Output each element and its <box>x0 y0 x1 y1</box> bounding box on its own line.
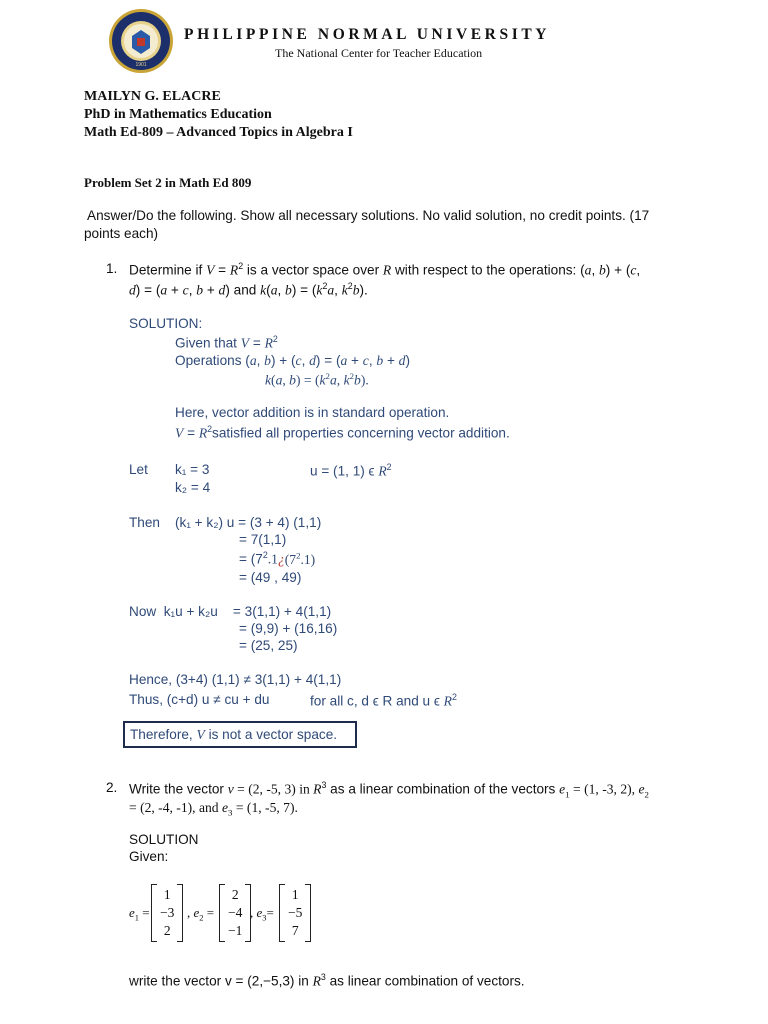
q1-given-prefix: Given that <box>175 335 241 351</box>
question-1-line-2: d) = (a + c, b + d) and k(a, $b) = (k^2a$, $k^2b$). <box>129 281 368 298</box>
q2-write-b: as linear combination of vectors. <box>325 973 525 989</box>
q2-write-line: write the vector v = (2,−5,3) in $R^3$ as linear combination of vectors. <box>129 972 525 989</box>
svg-text:1901: 1901 <box>135 62 147 68</box>
q2-text-c: as a linear combination of the vectors <box>326 781 560 797</box>
e1-entry: 1 <box>163 887 171 902</box>
q1-operations-label: Operations <box>175 353 246 368</box>
q1-then-line-2: = 7(1,1) <box>239 532 287 547</box>
q1-let-label: Let <box>129 462 148 477</box>
course-title: Math Ed-809 – Advanced Topics in Algebra I <box>84 125 353 140</box>
q1-forall: for all c, d ϵ R and u ϵ $R^2$ <box>310 692 457 709</box>
university-subtitle: The National Center for Teacher Education <box>275 46 483 60</box>
instructions-line-2: points each) <box>84 226 159 241</box>
q1-satisfied-text: satisfied all properties concerning vector addition. <box>212 425 510 441</box>
author-name: MAILYN G. ELACRE <box>84 89 221 104</box>
q2-text-f: = (1, -5, 7). <box>232 800 298 815</box>
e3-label: , $e_3=$ <box>250 905 274 923</box>
q1-operations-line-1: Operations (a, b) + (c, d) = (a + c, b + d) <box>175 353 410 368</box>
e3-entry: −5 <box>288 905 303 920</box>
author-program: PhD in Mathematics Education <box>84 107 272 122</box>
q1-k1: k₁ = 3 <box>175 462 210 477</box>
e1-entry: −3 <box>160 905 175 920</box>
q2-write-a: write the vector v = (2,−5,3) in <box>129 973 313 989</box>
q2-text-d: = (1, -3, 2), <box>569 781 639 797</box>
problem-set-title: Problem Set 2 in Math Ed 809 <box>84 175 252 190</box>
q1-conclusion: Therefore, V is not a vector space. <box>130 727 338 742</box>
q1-then-line-1: (k₁ + k₂) u = (3 + 4) (1,1) <box>175 515 322 530</box>
e2-matrix <box>219 884 251 942</box>
q1-conclusion-pre: Therefore, <box>130 727 197 742</box>
q1-forall-text: for all c, d ϵ R and u ϵ <box>310 693 444 709</box>
university-seal-logo <box>108 8 174 74</box>
e2-label: , $e_2$ = <box>187 905 215 923</box>
q1-u-vector: u = (1, 1) ϵ $R^2$ <box>310 462 392 479</box>
q2-text-e: = (2, -4, -1), and <box>129 800 222 815</box>
q1-now-line-2: = (9,9) + (16,16) <box>239 621 338 636</box>
q1-now-line-3: = (25, 25) <box>239 638 298 653</box>
e3-entry: 1 <box>291 887 299 902</box>
e2-entry: −4 <box>228 905 243 920</box>
e2-entry: −1 <box>228 923 243 938</box>
q2-text-b: = (2, -5, 3) in <box>233 781 314 797</box>
e3-matrix <box>279 884 311 942</box>
q1-now-line-1: Now k₁u + k₂u = 3(1,1) + 4(1,1) <box>129 604 332 619</box>
question-2-line-1: Write the vector v = (2, -5, 3) in $R^3$ as a linear combination of the vectors $e_1 = (1$, -3, 2), $e_2$ <box>129 780 649 800</box>
e1-matrix <box>151 884 183 942</box>
e3-entry: 7 <box>291 923 299 938</box>
instructions-line-1: Answer/Do the following. Show all necessary solutions. No valid solution, no credit points. (17 <box>84 208 650 223</box>
q1-satisfied-note: $V = R^2satisfied$ all properties concerning vector addition. <box>175 424 510 441</box>
question-2-line-2: = (2, -4, -1), and $e_3 = (1$, -5, 7). <box>129 800 298 818</box>
q2-text-a: Write the vector <box>129 781 228 797</box>
q1-then-line-3: = ($7^2.1¿(7^2.1)$ <box>239 550 316 567</box>
q2-solution-label: SOLUTION <box>129 832 199 847</box>
q1-u-text: u = (1, 1) ϵ <box>310 463 379 479</box>
q2-given-label: Given: <box>129 849 169 864</box>
university-name: PHILIPPINE NORMAL UNIVERSITY <box>184 26 551 43</box>
q1-then-label: Then <box>129 515 160 530</box>
question-2-number: 2. <box>106 780 118 795</box>
q1-hence: Hence, (3+4) (1,1) ≠ 3(1,1) + 4(1,1) <box>129 672 342 687</box>
q1-given: Given that $V = R^2$ <box>175 334 278 351</box>
e1-entry: 2 <box>163 923 171 938</box>
question-1-number: 1. <box>106 261 118 276</box>
e1-label: $e_1$ = <box>129 905 150 923</box>
q1-addition-note: Here, vector addition is in standard operation. <box>175 405 450 420</box>
q1-thus: Thus, (c+d) u ≠ cu + du <box>129 692 270 707</box>
q1-solution-label: SOLUTION: <box>129 316 203 331</box>
e2-entry: 2 <box>231 887 239 902</box>
question-1-line-1: Determine if $V = R^2$ is a vector space over R with respect to the operations: (a, b) + (c, <box>129 261 641 278</box>
q1-conclusion-post: is not a vector space. <box>204 727 338 742</box>
q1-operations-line-2: k(a, $b) = (k^2a$, $k^2b$). <box>265 371 369 388</box>
q1-k2: k₂ = 4 <box>175 480 211 495</box>
q1-then-line-4: = (49 , 49) <box>239 570 302 585</box>
